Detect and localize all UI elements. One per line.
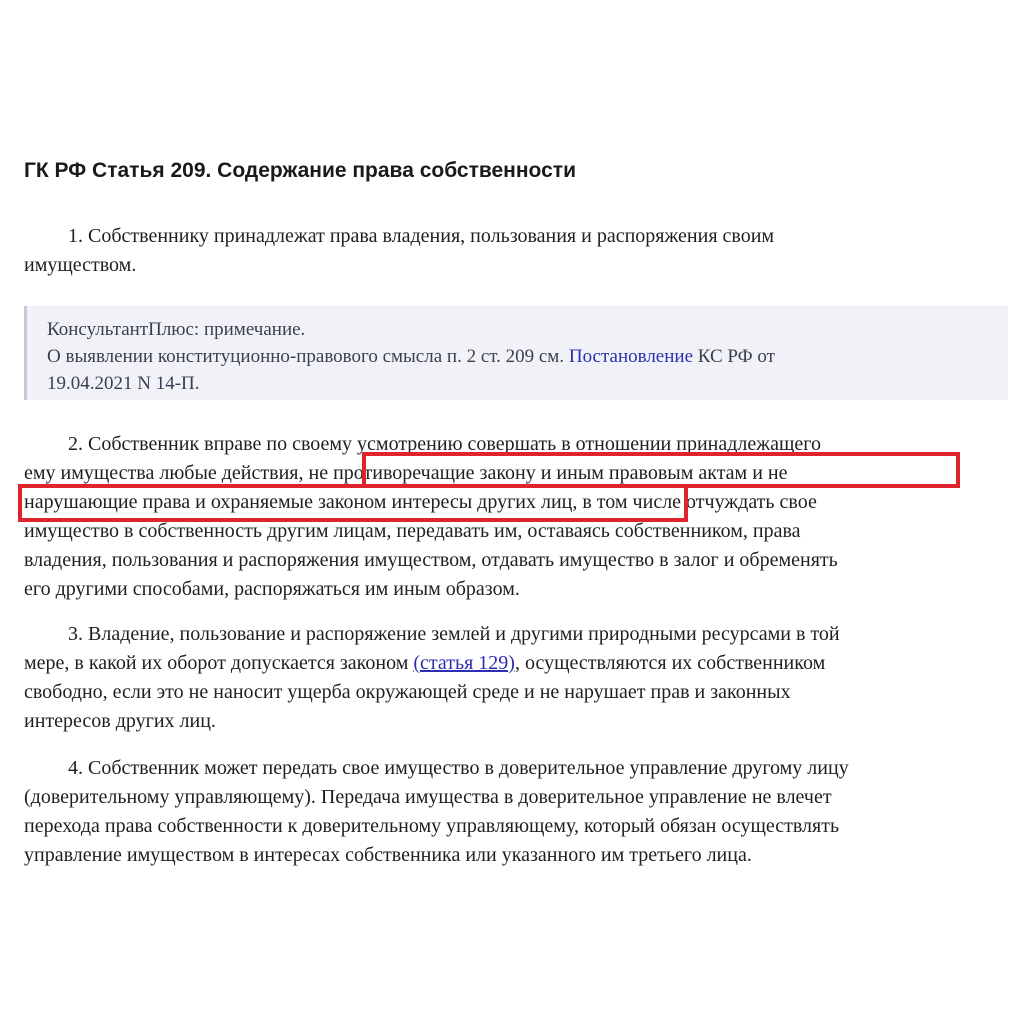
paragraph-1-line-2: имуществом.: [24, 254, 137, 276]
paragraph-4: [24, 754, 1010, 870]
article-title: ГК РФ Статья 209. Содержание права собственности: [24, 159, 576, 182]
paragraph-4-line-1: 4. Собственник может передать свое имущество в доверительное управление другому лицу: [68, 757, 849, 779]
paragraph-3-line-4: интересов других лиц.: [24, 710, 216, 732]
paragraph-4-line-4: управление имуществом в интересах собственника или указанного им третьего лица.: [24, 844, 752, 866]
paragraph-2-line-1: 2. Собственник вправе по своему усмотрению совершать в отношении принадлежащего: [68, 433, 821, 455]
paragraph-3-line-1: 3. Владение, пользование и распоряжение землей и другими природными ресурсами в той: [68, 623, 840, 645]
paragraph-2-line-6: его другими способами, распоряжаться им иным образом.: [24, 578, 520, 600]
paragraph-2-line-4: имущество в собственность другим лицам, передавать им, оставаясь собственником, права: [24, 520, 801, 542]
paragraph-2: [24, 430, 1010, 604]
paragraph-4-line-3: перехода права собственности к доверительному управляющему, который обязан осуществлять: [24, 815, 840, 837]
paragraph-1-line-1: 1. Собственнику принадлежат права владения, пользования и распоряжения своим: [68, 225, 775, 247]
postanovlenie-link[interactable]: Постановление: [568, 346, 694, 367]
paragraph-3: [24, 620, 1010, 736]
paragraph-3-line-2: мере, в какой их оборот допускается законом (статья 129), осуществляются их собственником: [24, 652, 826, 674]
consultant-note: [24, 306, 1008, 400]
highlighted-text-part-2: нарушающие права и охраняемые законом интересы других лиц: [24, 491, 573, 513]
paragraph-1: [24, 222, 1010, 280]
paragraph-2-line-5: владения, пользования и распоряжения имуществом, отдавать имущество в залог и обременять: [24, 549, 838, 571]
note-line-3: 19.04.2021 N 14-П.: [47, 373, 200, 394]
note-label: КонсультантПлюс: примечание.: [47, 319, 306, 340]
highlighted-text-part-1: не противоречащие закону и иным правовым актам и не: [308, 462, 788, 484]
paragraph-4-line-2: (доверительному управляющему). Передача имущества в доверительное управление не влечет: [24, 786, 832, 808]
paragraph-2-line-3: нарушающие права и охраняемые законом интересы других лиц, в том числе отчуждать свое: [24, 491, 817, 513]
paragraph-3-line-3: свободно, если это не наносит ущерба окружающей среде и не нарушает прав и законных: [24, 681, 791, 703]
note-line-2: О выявлении конституционно-правового смысла п. 2 ст. 209 см. Постановление КС РФ от: [47, 346, 775, 367]
article-129-link[interactable]: (статья 129): [413, 652, 515, 674]
paragraph-2-line-2: ему имущества любые действия, не противоречащие закону и иным правовым актам и не: [24, 462, 788, 484]
